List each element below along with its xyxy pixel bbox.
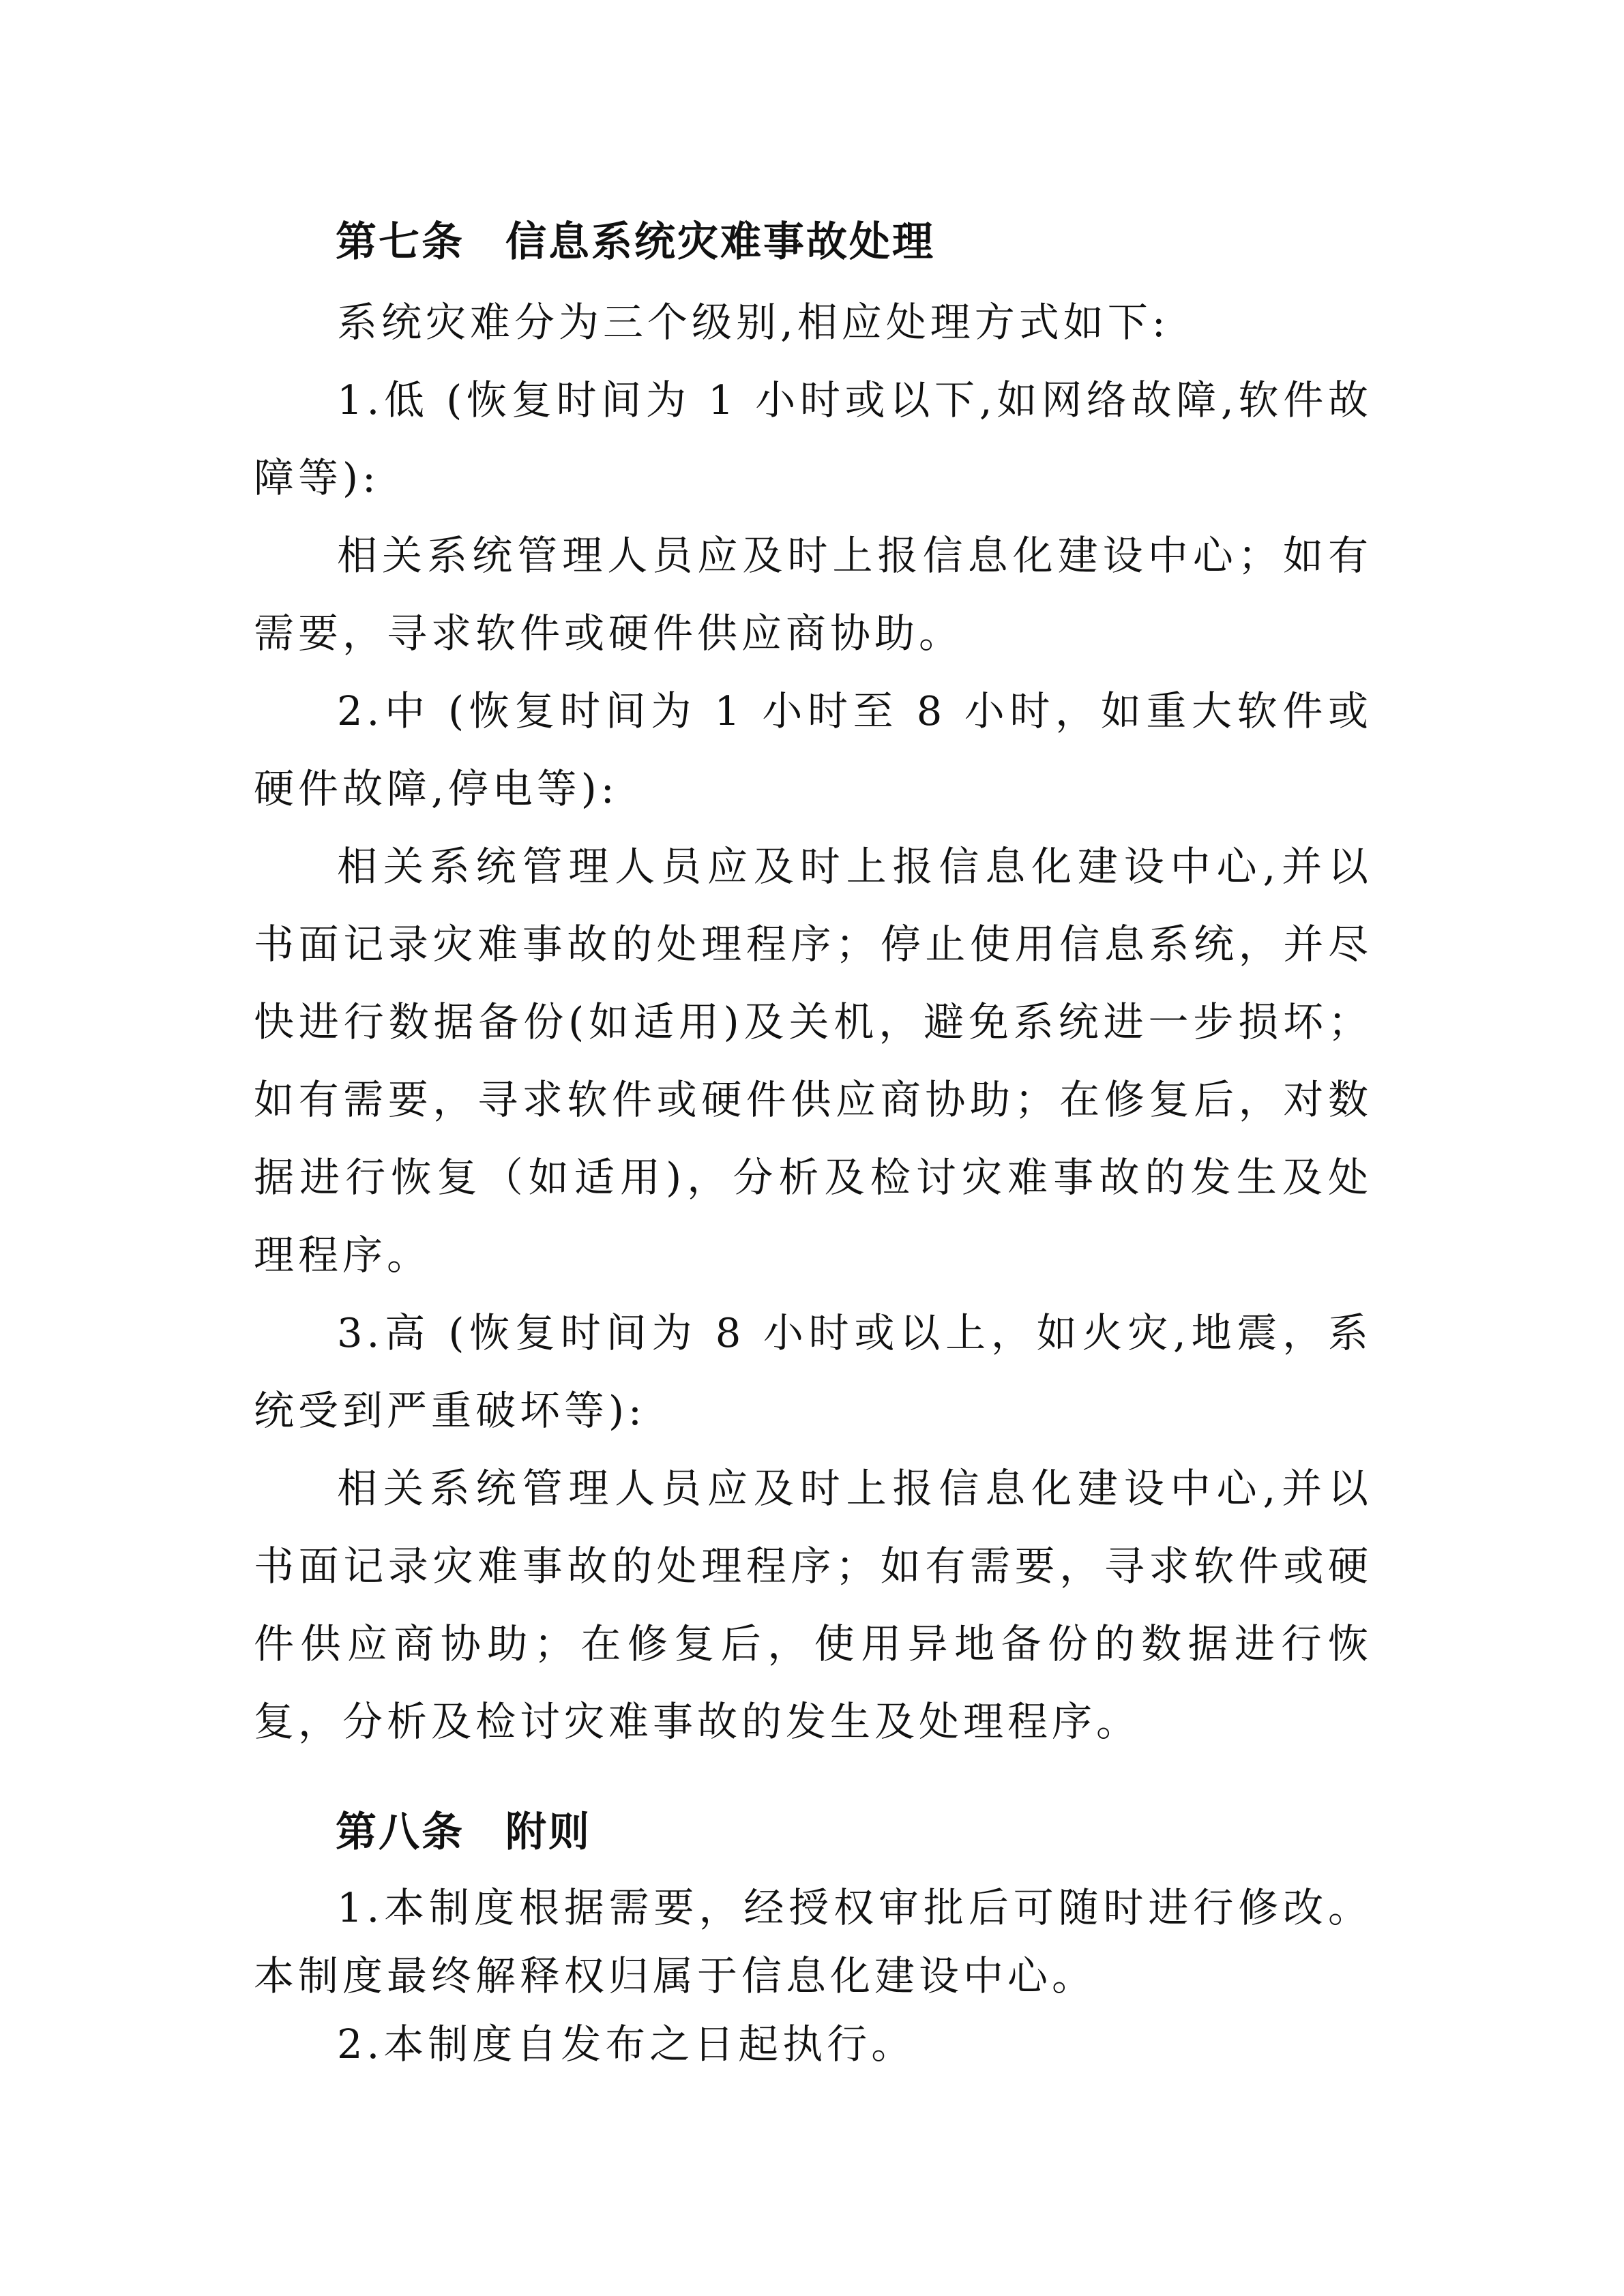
section-7-paragraph-1: 系统灾难分为三个级别,相应处理方式如下: bbox=[337, 299, 1170, 346]
section-8-paragraph-2: 2.本制度自发布之日起执行。 bbox=[337, 2021, 916, 2068]
section-7-paragraph-4: 2.中 (恢复时间为 1 小时至 8 小时，如重大软件或硬件故障,停电等): bbox=[254, 687, 1372, 812]
section-8-title: 附则 bbox=[505, 1808, 591, 1856]
section-8-paragraph-1: 1.本制度根据需要，经授权审批后可随时进行修改。本制度最终解释权归属于信息化建设中心。 bbox=[254, 1884, 1372, 1999]
section-7-paragraph-2: 1.低 (恢复时间为 1 小时或以下,如网络故障,软件故障等): bbox=[254, 376, 1372, 501]
section-7-paragraph-5: 相关系统管理人员应及时上报信息化建设中心,并以书面记录灾难事故的处理程序；停止使用信息系统，并尽快进行数据备份(如适用)及关机，避免系统进一步损坏；如有需要，寻求软件或硬件供应商协助；在修复后，对数据进行恢复（如适用)，分析及检讨灾难事故的发生及处理程序。 bbox=[254, 843, 1372, 1279]
section-7-paragraph-3: 相关系统管理人员应及时上报信息化建设中心；如有需要，寻求软件或硬件供应商协助。 bbox=[254, 532, 1372, 657]
section-7-heading bbox=[254, 205, 1372, 280]
section-8-heading bbox=[254, 1795, 1372, 1870]
section-7-paragraph-6: 3.高 (恢复时间为 8 小时或以上，如火灾,地震，系统受到严重破坏等): bbox=[254, 1309, 1372, 1434]
section-7-title: 信息系统灾难事故处理 bbox=[505, 218, 935, 266]
section-7-paragraph-7: 相关系统管理人员应及时上报信息化建设中心,并以书面记录灾难事故的处理程序；如有需要，寻求软件或硬件供应商协助；在修复后，使用异地备份的数据进行恢复，分析及检讨灾难事故的发生及处理程序。 bbox=[254, 1465, 1372, 1745]
document-page bbox=[254, 205, 1372, 2078]
section-8-label: 第八条 bbox=[336, 1808, 464, 1856]
section-7-label: 第七条 bbox=[336, 218, 464, 266]
